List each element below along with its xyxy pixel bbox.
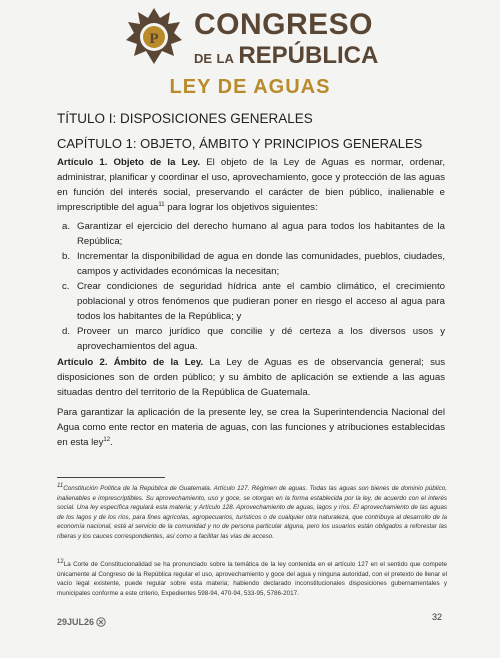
footnote-ref-11: 11	[158, 201, 165, 208]
list-item	[57, 219, 445, 249]
page-number: 32	[432, 612, 443, 622]
date-stamp	[57, 617, 106, 627]
date-stamp-text: 29JUL26	[57, 617, 95, 627]
list-item-text: Crear condiciones de seguridad hídrica ante el cambio climático, el crecimiento poblacional y otros fenómenos que pudieran poner en riesgo el acceso al agua para todos los habitantes de la República; y	[77, 281, 445, 322]
footnote-11-text: Constitución Política de la República de Guatemala. Artículo 127. Régimen de aguas. Todas las aguas son bienes de dominio público, inalienables e imprescriptibles. Su aprovechamiento, uso y goce, se otorgan en la forma establecida por la ley, de acuerdo con el interés social. Una ley específica regulará esta materia; y Artículo 128. Aprovechamiento de aguas, lagos y ríos. El aprovechamiento de las aguas de los lagos y de los ríos, para fines agrícolas, agropecuarios, turísticos o de cualquier otra naturaleza, que contribuya al desarrollo de la economía nacional, está al servicio de la comunidad y no de persona particular alguna, pero los usuarios están obligados a reforestar las riberas y los cauces correspondientes, así como a facilitar las vías de acceso.	[57, 485, 447, 540]
paragraph-text: Para garantizar la aplicación de la presente ley, se crea la Superintendencia Nacional del Agua como ente rector en materia de aguas, con las funciones y atribuciones establecidas en esta ley	[57, 407, 445, 448]
list-item-text: Proveer un marco jurídico que concilie y dé certeza a los diversos usos y aprovechamientos del agua.	[77, 326, 445, 352]
paragraph-text-end: .	[110, 437, 113, 448]
title-heading: TÍTULO I: DISPOSICIONES GENERALES	[57, 111, 313, 126]
congress-seal-logo	[124, 6, 184, 68]
circle-x-icon	[96, 617, 106, 627]
superintendencia-paragraph	[57, 405, 445, 450]
svg-text:P: P	[149, 31, 159, 47]
article-2-heading: Artículo 2. Ámbito de la Ley.	[57, 357, 204, 368]
article-1-text: El objeto de la Ley de Aguas es normar, ordenar, administrar, planificar y coordinar el uso, aprovechamiento, goce y protección de las aguas en función del interés social, preservando el carácter de bien público, inalienable e imprescriptible del agua	[57, 157, 445, 213]
footnote-12-number: 12	[57, 558, 64, 565]
header	[118, 6, 388, 72]
article-2	[57, 355, 445, 400]
list-item-text: Incrementar la disponibilidad de agua en donde las comunidades, pueblos, ciudades, campos y actividades económicas la necesitan;	[77, 251, 445, 277]
footnote-divider	[57, 477, 165, 478]
article-1-heading: Artículo 1. Objeto de la Ley.	[57, 157, 201, 168]
brand-la: LA	[216, 51, 234, 66]
article-1-text-end: para lograr los objetivos siguientes:	[164, 202, 318, 213]
brand-de-la-republica	[194, 43, 378, 72]
list-item	[57, 324, 445, 354]
list-item	[57, 279, 445, 324]
article-1	[57, 155, 445, 215]
list-item	[57, 249, 445, 279]
objectives-list	[57, 219, 445, 354]
list-item-label: b.	[62, 251, 71, 262]
footnote-ref-12: 12	[103, 436, 111, 443]
law-title: LEY DE AGUAS	[169, 76, 331, 98]
brand-de: DE	[194, 51, 213, 66]
list-item-label: d.	[62, 326, 71, 337]
footnote-11	[57, 484, 447, 541]
footnote-12-text: La Corte de Constitucionalidad se ha pronunciado sobre la temática de la ley contenida en el artículo 127 en el sentido que compete únicamente al Congreso de la República regular el uso, aprovechamiento y goce del agua y ninguna autoridad, con el pretexto de llenar el vacío legal existente, puede regular sobre esta materia; habiendo declarado inconstitucionales disposiciones gubernamentales y municipales conforme a este criterio, Expedientes 598-94, 470-94, 533-95, 5786-2017.	[57, 561, 447, 597]
list-item-label: c.	[62, 281, 70, 292]
brand-congreso: CONGRESO	[194, 8, 374, 41]
list-item-label: a.	[62, 221, 71, 232]
list-item-text: Garantizar el ejercicio del derecho humano al agua para todos los habitantes de la República;	[77, 221, 445, 247]
article-2-text: La Ley de Aguas es de observancia general; sus disposiciones son de orden público; y su ámbito de aplicación se extiende a las aguas situadas dentro del territorio de la República de Guatemala.	[57, 357, 445, 398]
brand-republica: REPÚBLICA	[238, 42, 379, 69]
footnote-12	[57, 560, 447, 598]
chapter-heading: CAPÍTULO 1: OBJETO, ÁMBITO Y PRINCIPIOS GENERALES	[57, 136, 423, 151]
footnote-11-number: 11	[57, 482, 64, 489]
